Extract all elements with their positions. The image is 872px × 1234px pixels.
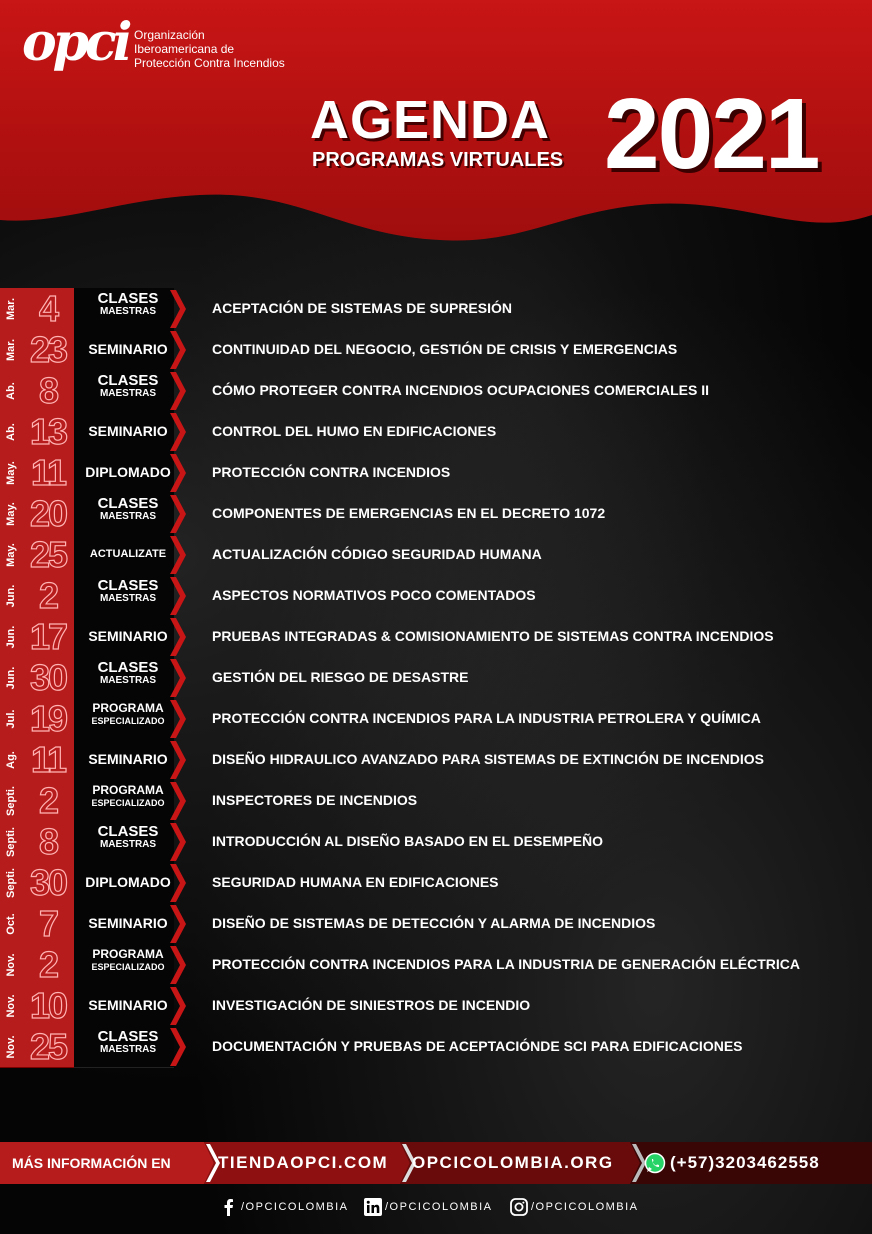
event-type-subline: ESPECIALIZADO — [91, 716, 165, 726]
chevron-right-icon — [170, 290, 186, 328]
event-day — [22, 739, 74, 781]
event-title: ACTUALIZACIÓN CÓDIGO SEGURIDAD HUMANA — [212, 546, 542, 562]
event-day-number: 13 — [29, 411, 67, 452]
event-month-label: Jul. — [5, 709, 17, 728]
event-type — [74, 370, 174, 412]
event-month — [0, 780, 22, 822]
chevron-right-icon — [170, 454, 186, 492]
event-month — [0, 534, 22, 576]
event-type — [74, 534, 174, 576]
event-type-label — [74, 784, 182, 810]
event-row — [0, 370, 872, 411]
event-title: COMPONENTES DE EMERGENCIAS EN EL DECRETO 1072 — [212, 505, 606, 521]
event-type-label: DIPLOMADO — [85, 874, 171, 890]
instagram-link[interactable] — [510, 1196, 639, 1218]
event-type-subline: MAESTRAS — [99, 306, 157, 317]
event-type-label: ACTUALIZATE — [89, 548, 167, 560]
event-day — [22, 903, 74, 945]
event-day — [22, 329, 74, 371]
event-row — [0, 575, 872, 616]
event-day — [22, 370, 74, 412]
event-month — [0, 739, 22, 781]
event-row — [0, 534, 872, 575]
event-day-number: 4 — [38, 288, 58, 329]
event-type-label: DIPLOMADO — [85, 464, 171, 480]
event-month-label: Oct. — [5, 912, 17, 935]
event-month — [0, 862, 22, 904]
event-type-label — [74, 579, 182, 605]
event-day-number: 2 — [38, 575, 58, 616]
event-month — [0, 452, 22, 494]
event-month — [0, 985, 22, 1027]
event-type-line: CLASES — [97, 659, 159, 676]
event-day — [22, 493, 74, 535]
event-title: GESTIÓN DEL RIESGO DE DESASTRE — [212, 669, 469, 685]
event-type-label: SEMINARIO — [88, 628, 168, 644]
event-row — [0, 616, 872, 657]
event-title: DISEÑO DE SISTEMAS DE DETECCIÓN Y ALARMA DE INCENDIOS — [212, 915, 656, 931]
event-type-subline: ESPECIALIZADO — [91, 798, 165, 808]
event-row — [0, 657, 872, 698]
event-type — [74, 739, 174, 781]
event-day — [22, 288, 74, 330]
event-title: INVESTIGACIÓN DE SINIESTROS DE INCENDIO — [212, 997, 531, 1013]
event-month-label: Jun. — [5, 584, 17, 607]
event-title: CÓMO PROTEGER CONTRA INCENDIOS OCUPACIONES COMERCIALES II — [212, 382, 710, 398]
event-type — [74, 616, 174, 658]
year-title: 2021 — [604, 78, 819, 190]
more-info-label: MÁS INFORMACIÓN EN — [12, 1155, 171, 1171]
event-title: PROTECCIÓN CONTRA INCENDIOS PARA LA INDUSTRIA DE GENERACIÓN ELÉCTRICA — [212, 956, 801, 972]
event-day-number: 7 — [38, 903, 58, 944]
event-title: PROTECCIÓN CONTRA INCENDIOS PARA LA INDUSTRIA PETROLERA Y QUÍMICA — [212, 710, 761, 726]
event-type-label — [74, 292, 182, 318]
event-type — [74, 1026, 174, 1068]
event-day — [22, 821, 74, 863]
event-day-number: 25 — [29, 534, 67, 575]
event-day — [22, 657, 74, 699]
event-day — [22, 575, 74, 617]
event-day-number: 30 — [29, 862, 67, 903]
org-name-line: Protección Contra Incendios — [134, 56, 285, 70]
whatsapp-icon — [644, 1152, 666, 1174]
event-title: ACEPTACIÓN DE SISTEMAS DE SUPRESIÓN — [212, 300, 513, 316]
event-month-label: May. — [5, 501, 17, 526]
event-day — [22, 985, 74, 1027]
linkedin-handle: /OPCICOLOMBIA — [385, 1201, 493, 1213]
event-day — [22, 698, 74, 740]
chevron-right-icon — [170, 536, 186, 574]
chevron-right-icon — [170, 372, 186, 410]
event-type-label — [74, 374, 182, 400]
event-row — [0, 985, 872, 1026]
event-row — [0, 493, 872, 534]
chevron-right-icon — [170, 618, 186, 656]
event-month — [0, 411, 22, 453]
social-links — [0, 1196, 872, 1218]
chevron-right-icon — [170, 495, 186, 533]
event-type-line: CLASES — [97, 577, 159, 594]
event-month — [0, 821, 22, 863]
event-day-number: 11 — [30, 739, 66, 780]
event-month-label: Ab. — [5, 381, 17, 400]
event-day — [22, 411, 74, 453]
event-day — [22, 780, 74, 822]
chevron-right-icon — [170, 1028, 186, 1066]
event-month-label: Mar. — [5, 338, 17, 361]
phone-number[interactable]: (+57)3203462558 — [670, 1153, 820, 1172]
event-type-label — [74, 1030, 182, 1056]
page-subtitle: PROGRAMAS VIRTUALES — [312, 149, 564, 171]
event-title: INTRODUCCIÓN AL DISEÑO BASADO EN EL DESEMPEÑO — [212, 833, 604, 849]
opci-logo — [22, 14, 134, 72]
event-month — [0, 698, 22, 740]
event-type — [74, 862, 174, 904]
event-month-label: Mar. — [5, 297, 17, 320]
event-row — [0, 862, 872, 903]
footer-contact-bar — [0, 1142, 872, 1184]
event-type-label — [74, 948, 182, 974]
event-row — [0, 288, 872, 329]
event-day-number: 2 — [38, 944, 58, 985]
linkedin-link[interactable] — [364, 1196, 493, 1218]
chevron-right-icon — [170, 823, 186, 861]
event-day — [22, 862, 74, 904]
event-type-subline: MAESTRAS — [99, 675, 157, 686]
event-day-number: 30 — [29, 657, 67, 698]
event-month — [0, 493, 22, 535]
event-type-line: CLASES — [97, 290, 159, 307]
event-day — [22, 1026, 74, 1068]
event-type — [74, 780, 174, 822]
event-day — [22, 452, 74, 494]
chevron-right-icon — [170, 413, 186, 451]
event-type — [74, 657, 174, 699]
event-type-line: CLASES — [97, 823, 159, 840]
event-type-subline: MAESTRAS — [99, 511, 157, 522]
event-row — [0, 739, 872, 780]
event-row — [0, 944, 872, 985]
event-title: DOCUMENTACIÓN Y PRUEBAS DE ACEPTACIÓNDE SCI PARA EDIFICACIONES — [212, 1038, 743, 1054]
event-day — [22, 534, 74, 576]
event-type-label: SEMINARIO — [88, 751, 168, 767]
event-type — [74, 821, 174, 863]
event-title: CONTROL DEL HUMO EN EDIFICACIONES — [212, 423, 497, 439]
event-type-subline: MAESTRAS — [99, 1044, 157, 1055]
event-month-label: Septi. — [5, 867, 17, 898]
event-type — [74, 944, 174, 986]
event-type — [74, 288, 174, 330]
event-type-subline: MAESTRAS — [99, 839, 157, 850]
event-type-line: PROGRAMA — [92, 783, 164, 797]
event-type-label — [74, 661, 182, 687]
facebook-icon — [220, 1198, 238, 1216]
event-month-label: Ab. — [5, 422, 17, 441]
instagram-icon — [510, 1198, 528, 1216]
event-type — [74, 411, 174, 453]
event-row — [0, 329, 872, 370]
event-type — [74, 903, 174, 945]
event-month-label: Nov. — [5, 1034, 17, 1059]
event-row — [0, 452, 872, 493]
event-type-label — [74, 825, 182, 851]
chevron-right-icon — [170, 782, 186, 820]
event-title: ASPECTOS NORMATIVOS POCO COMENTADOS — [212, 587, 536, 603]
event-type-line: CLASES — [97, 1028, 159, 1045]
event-type — [74, 329, 174, 371]
event-title: PRUEBAS INTEGRADAS & COMISIONAMIENTO DE SISTEMAS CONTRA INCENDIOS — [212, 628, 774, 644]
event-type — [74, 493, 174, 535]
event-month-label: Septi. — [5, 785, 17, 816]
event-type-subline: ESPECIALIZADO — [91, 962, 165, 972]
event-day-number: 2 — [38, 780, 58, 821]
event-month-label: Ag. — [5, 750, 17, 769]
event-day-number: 8 — [38, 821, 58, 862]
event-day-number: 8 — [38, 370, 58, 411]
event-type-label: SEMINARIO — [88, 423, 168, 439]
event-title: PROTECCIÓN CONTRA INCENDIOS — [212, 464, 451, 480]
chevron-right-icon — [170, 577, 186, 615]
chevron-right-icon — [170, 987, 186, 1025]
event-type-label: SEMINARIO — [88, 341, 168, 357]
event-row — [0, 780, 872, 821]
event-month — [0, 1026, 22, 1068]
event-title: DISEÑO HIDRAULICO AVANZADO PARA SISTEMAS DE EXTINCIÓN DE INCENDIOS — [212, 751, 764, 767]
organization-name — [134, 28, 285, 70]
org-name-line: Organización — [134, 28, 205, 42]
tiendaopci-link[interactable]: TIENDAOPCI.COM — [218, 1153, 389, 1172]
event-type-line: PROGRAMA — [92, 701, 164, 715]
instagram-handle: /OPCICOLOMBIA — [531, 1201, 639, 1213]
event-day-number: 10 — [29, 985, 67, 1026]
event-day-number: 23 — [29, 329, 67, 370]
facebook-link[interactable] — [220, 1196, 349, 1218]
opcicolombia-link[interactable]: OPCICOLOMBIA.ORG — [412, 1153, 614, 1172]
event-day-number: 20 — [29, 493, 67, 534]
event-month-label: Septi. — [5, 826, 17, 857]
event-day-number: 25 — [29, 1026, 67, 1067]
event-month-label: Jun. — [5, 666, 17, 689]
event-month — [0, 657, 22, 699]
event-row — [0, 903, 872, 944]
page-title: AGENDA — [310, 90, 551, 150]
event-row — [0, 411, 872, 452]
event-month — [0, 370, 22, 412]
event-title: SEGURIDAD HUMANA EN EDIFICACIONES — [212, 874, 499, 890]
event-month — [0, 575, 22, 617]
event-type-subline: MAESTRAS — [99, 388, 157, 399]
event-month-label: May. — [5, 460, 17, 485]
org-name-line: Iberoamericana de — [134, 42, 235, 56]
chevron-right-icon — [170, 905, 186, 943]
chevron-right-icon — [170, 331, 186, 369]
event-month — [0, 329, 22, 371]
event-type — [74, 985, 174, 1027]
event-month-label: Jun. — [5, 625, 17, 648]
facebook-handle: /OPCICOLOMBIA — [241, 1201, 349, 1213]
event-day-number: 11 — [30, 452, 66, 493]
event-day-number: 19 — [29, 698, 67, 739]
event-month — [0, 288, 22, 330]
event-day — [22, 616, 74, 658]
event-row — [0, 821, 872, 862]
linkedin-icon — [364, 1198, 382, 1216]
event-month — [0, 616, 22, 658]
event-type-line: CLASES — [97, 495, 159, 512]
event-type-label: SEMINARIO — [88, 915, 168, 931]
chevron-right-icon — [170, 864, 186, 902]
event-month — [0, 944, 22, 986]
chevron-right-icon — [170, 946, 186, 984]
event-type-line: PROGRAMA — [92, 947, 164, 961]
event-row — [0, 1026, 872, 1067]
event-title: INSPECTORES DE INCENDIOS — [212, 792, 418, 808]
chevron-right-icon — [170, 700, 186, 738]
event-type-label: SEMINARIO — [88, 997, 168, 1013]
chevron-right-icon — [170, 659, 186, 697]
event-month — [0, 903, 22, 945]
event-type — [74, 452, 174, 494]
event-type — [74, 698, 174, 740]
logo-mark: opci — [22, 12, 129, 73]
event-day-number: 17 — [29, 616, 67, 657]
event-title: CONTINUIDAD DEL NEGOCIO, GESTIÓN DE CRISIS Y EMERGENCIAS — [212, 341, 678, 357]
event-type-line: CLASES — [97, 372, 159, 389]
event-type-label — [74, 497, 182, 523]
event-month-label: Nov. — [5, 993, 17, 1018]
event-type-label — [74, 702, 182, 728]
event-month-label: May. — [5, 542, 17, 567]
event-row — [0, 698, 872, 739]
event-type — [74, 575, 174, 617]
event-day — [22, 944, 74, 986]
event-type-subline: MAESTRAS — [99, 593, 157, 604]
chevron-right-icon — [170, 741, 186, 779]
event-month-label: Nov. — [5, 952, 17, 977]
